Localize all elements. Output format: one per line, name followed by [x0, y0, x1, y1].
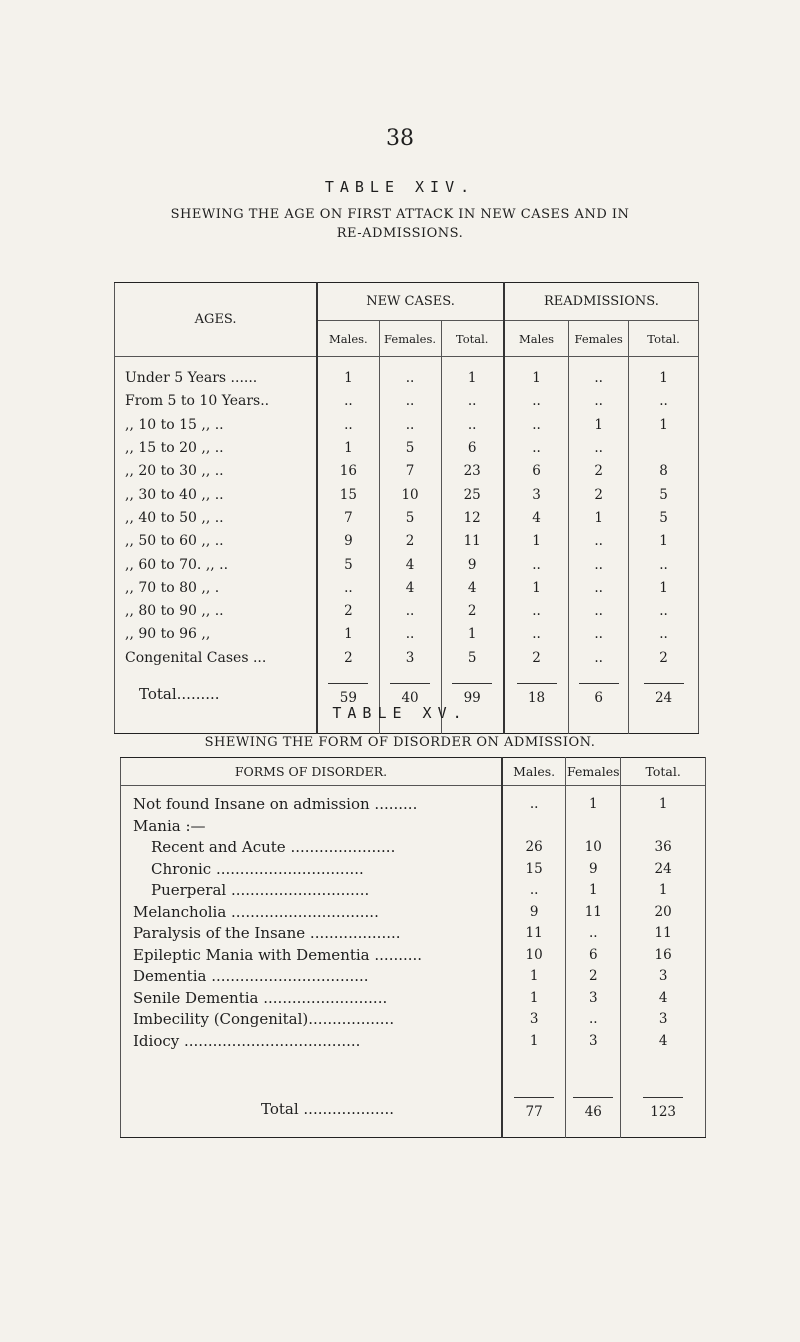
count-cell: ..	[569, 623, 629, 646]
age-label: ,, 70 to 80 ,, .	[125, 579, 220, 596]
count-cell: ..	[569, 530, 629, 553]
count-cell: ..	[379, 623, 441, 646]
count-cell: 3	[566, 1030, 621, 1052]
count-cell: 20	[621, 901, 706, 923]
table-15	[120, 757, 706, 1138]
count-cell: ..	[379, 390, 441, 413]
age-label: ,, 90 to 96 ,,	[125, 626, 211, 643]
count-cell: 3	[621, 1009, 706, 1031]
count-cell: 9	[502, 901, 566, 923]
count-cell: 7	[379, 460, 441, 483]
count-cell: ..	[504, 413, 569, 436]
age-label: ,, 10 to 15 ,, ..	[125, 416, 224, 433]
count-cell: 9	[441, 553, 504, 576]
count-cell: ..	[502, 794, 566, 816]
count-cell: 1	[502, 1030, 566, 1052]
age-label: From 5 to 10 Years..	[125, 393, 270, 410]
count-cell: 1	[441, 623, 504, 646]
count-cell: ..	[317, 413, 379, 436]
count-cell: 1	[569, 413, 629, 436]
sub-header: Females.	[379, 321, 441, 357]
count-cell: 23	[441, 460, 504, 483]
count-cell: 1	[502, 987, 566, 1009]
count-cell: 2	[504, 646, 569, 669]
count-cell: 11	[441, 530, 504, 553]
table-row	[121, 987, 706, 1009]
count-cell: ..	[441, 413, 504, 436]
age-label: ,, 40 to 50 ,, ..	[125, 509, 224, 526]
count-cell: 2	[566, 966, 621, 988]
age-label: ,, 60 to 70. ,, ..	[125, 556, 229, 573]
table-row	[121, 966, 706, 988]
total-cell: 59	[328, 683, 368, 706]
count-cell: 5	[379, 436, 441, 459]
count-cell: ..	[502, 880, 566, 902]
age-label: Under 5 Years ......	[125, 370, 258, 387]
table-row	[115, 576, 699, 599]
count-cell: ..	[629, 599, 699, 622]
count-cell: 4	[621, 1030, 706, 1052]
count-cell: 3	[379, 646, 441, 669]
table-row	[115, 623, 699, 646]
count-cell: 1	[621, 880, 706, 902]
table-row	[115, 530, 699, 553]
count-cell	[629, 436, 699, 459]
table-row	[121, 944, 706, 966]
age-label: ,, 20 to 30 ,, ..	[125, 463, 224, 480]
table-row	[121, 1030, 706, 1052]
disorder-label: Puerperal .............................	[151, 881, 370, 900]
count-cell: 26	[502, 837, 566, 859]
table-row	[121, 901, 706, 923]
total-cell: 123	[643, 1097, 683, 1120]
count-cell: ..	[379, 413, 441, 436]
count-cell: 3	[502, 1009, 566, 1031]
count-cell: ..	[569, 646, 629, 669]
count-cell: 1	[629, 413, 699, 436]
table-row	[115, 436, 699, 459]
count-cell: 6	[504, 460, 569, 483]
count-cell: 2	[629, 646, 699, 669]
count-cell: 1	[504, 576, 569, 599]
count-cell: 1	[317, 623, 379, 646]
column-header: Males.	[502, 758, 566, 786]
count-cell: ..	[504, 390, 569, 413]
count-cell: 4	[504, 506, 569, 529]
header-ages: AGES.	[115, 283, 318, 357]
count-cell: 1	[629, 530, 699, 553]
count-cell: 9	[566, 858, 621, 880]
sub-header: Total.	[441, 321, 504, 357]
table-row	[121, 815, 706, 837]
count-cell: 1	[441, 367, 504, 390]
count-cell: 5	[317, 553, 379, 576]
count-cell: ..	[569, 390, 629, 413]
count-cell: 15	[502, 858, 566, 880]
disorder-label: Recent and Acute ......................	[151, 838, 396, 857]
count-cell: 7	[317, 506, 379, 529]
count-cell	[566, 815, 621, 837]
count-cell: 24	[621, 858, 706, 880]
column-header: Total.	[621, 758, 706, 786]
table-15-subtitle: SHEWING THE FORM OF DISORDER ON ADMISSION.	[204, 735, 596, 750]
count-cell: ..	[629, 623, 699, 646]
count-cell: 25	[441, 483, 504, 506]
count-cell: 4	[379, 576, 441, 599]
table-row	[115, 390, 699, 413]
count-cell: 2	[379, 530, 441, 553]
count-cell: 1	[569, 506, 629, 529]
sub-header: Total.	[629, 321, 699, 357]
count-cell: 1	[629, 576, 699, 599]
table-row	[121, 858, 706, 880]
disorder-label: Chronic ...............................	[151, 859, 364, 878]
count-cell: ..	[566, 1009, 621, 1031]
sub-header: Males.	[317, 321, 379, 357]
count-cell: 4	[621, 987, 706, 1009]
total-cell: 40	[390, 683, 430, 706]
count-cell: 5	[441, 646, 504, 669]
disorder-label: Mania :—	[133, 816, 206, 835]
total-cell: 24	[644, 683, 684, 706]
count-cell: 1	[317, 367, 379, 390]
table-row	[115, 646, 699, 669]
count-cell: 5	[379, 506, 441, 529]
count-cell: ..	[504, 623, 569, 646]
count-cell: 36	[621, 837, 706, 859]
count-cell: 10	[379, 483, 441, 506]
table-14	[114, 282, 699, 734]
disorder-label: Dementia .................................	[133, 967, 369, 986]
disorder-label: Epileptic Mania with Dementia ..........	[133, 945, 423, 964]
count-cell: 1	[504, 367, 569, 390]
count-cell: 4	[441, 576, 504, 599]
table-row	[121, 837, 706, 859]
table-row	[121, 923, 706, 945]
spacer-row	[115, 357, 699, 367]
table-row	[115, 506, 699, 529]
count-cell: ..	[379, 599, 441, 622]
count-cell: 1	[502, 966, 566, 988]
header-new-cases: NEW CASES.	[317, 283, 504, 321]
count-cell: 6	[441, 436, 504, 459]
count-cell: ..	[569, 576, 629, 599]
count-cell: 2	[317, 646, 379, 669]
total-cell: 77	[514, 1097, 554, 1120]
table-14-subtitle-2: RE-ADMISSIONS.	[336, 226, 464, 241]
count-cell: ..	[317, 390, 379, 413]
total-cell: 46	[573, 1097, 613, 1120]
count-cell: 5	[629, 483, 699, 506]
count-cell: 11	[621, 923, 706, 945]
table-row	[121, 1009, 706, 1031]
header-readmissions: READMISSIONS.	[504, 283, 699, 321]
count-cell: 9	[317, 530, 379, 553]
table-row	[115, 599, 699, 622]
count-cell: 2	[441, 599, 504, 622]
table-row	[121, 794, 706, 816]
count-cell: 1	[566, 880, 621, 902]
total-row	[121, 1092, 706, 1126]
count-cell: 1	[629, 367, 699, 390]
count-cell: 12	[441, 506, 504, 529]
total-label: Total.........	[139, 685, 220, 704]
count-cell: ..	[504, 553, 569, 576]
count-cell	[502, 815, 566, 837]
count-cell: 6	[566, 944, 621, 966]
count-cell: 3	[566, 987, 621, 1009]
count-cell: 2	[569, 483, 629, 506]
count-cell: 16	[621, 944, 706, 966]
count-cell: ..	[629, 553, 699, 576]
count-cell: 10	[502, 944, 566, 966]
count-cell: ..	[441, 390, 504, 413]
count-cell: 5	[629, 506, 699, 529]
count-cell: 1	[621, 794, 706, 816]
table-14-title: TABLE XIV.	[324, 178, 476, 196]
disorder-label: Not found Insane on admission .........	[133, 795, 418, 814]
count-cell: 2	[317, 599, 379, 622]
age-label: ,, 80 to 90 ,, ..	[125, 603, 224, 620]
sub-header: Males	[504, 321, 569, 357]
disorder-label: Imbecility (Congenital)..................	[133, 1010, 395, 1029]
total-label: Total ...................	[261, 1099, 395, 1118]
count-cell: 2	[569, 460, 629, 483]
count-cell: 16	[317, 460, 379, 483]
count-cell: ..	[566, 923, 621, 945]
count-cell: 1	[566, 794, 621, 816]
count-cell: 11	[502, 923, 566, 945]
count-cell: 15	[317, 483, 379, 506]
count-cell: 3	[621, 966, 706, 988]
table-row	[115, 483, 699, 506]
age-label: ,, 30 to 40 ,, ..	[125, 486, 224, 503]
count-cell: ..	[569, 553, 629, 576]
count-cell: ..	[504, 436, 569, 459]
count-cell: 8	[629, 460, 699, 483]
disorder-label: Melancholia ...............................	[133, 902, 379, 921]
count-cell: ..	[379, 367, 441, 390]
count-cell: 1	[504, 530, 569, 553]
disorder-label: Senile Dementia ..........................	[133, 988, 388, 1007]
sub-header: Females	[569, 321, 629, 357]
table-row	[115, 460, 699, 483]
age-label: ,, 50 to 60 ,, ..	[125, 533, 224, 550]
count-cell: 4	[379, 553, 441, 576]
disorder-label: Idiocy .....................................	[133, 1031, 361, 1050]
table-15-title: TABLE XV.	[332, 704, 468, 722]
count-cell: 1	[317, 436, 379, 459]
count-cell: ..	[569, 436, 629, 459]
table-row	[115, 413, 699, 436]
count-cell: 3	[504, 483, 569, 506]
count-cell: ..	[504, 599, 569, 622]
table-row	[115, 553, 699, 576]
age-label: ,, 15 to 20 ,, ..	[125, 440, 224, 457]
count-cell	[621, 815, 706, 837]
total-cell: 99	[452, 683, 492, 706]
table-14-subtitle-1: SHEWING THE AGE ON FIRST ATTACK IN NEW CASES AND IN	[170, 207, 630, 222]
count-cell: ..	[569, 599, 629, 622]
count-cell: 10	[566, 837, 621, 859]
count-cell: 11	[566, 901, 621, 923]
disorder-label: Paralysis of the Insane ...................	[133, 924, 401, 943]
header-forms: FORMS OF DISORDER.	[121, 758, 502, 786]
total-cell: 18	[517, 683, 557, 706]
count-cell: ..	[569, 367, 629, 390]
age-label: Congenital Cases ...	[125, 649, 267, 666]
count-cell: ..	[629, 390, 699, 413]
table-row	[115, 367, 699, 390]
column-header: Females	[566, 758, 621, 786]
table-row	[121, 880, 706, 902]
total-cell: 6	[579, 683, 619, 706]
page-number: 38	[386, 126, 414, 151]
count-cell: ..	[317, 576, 379, 599]
